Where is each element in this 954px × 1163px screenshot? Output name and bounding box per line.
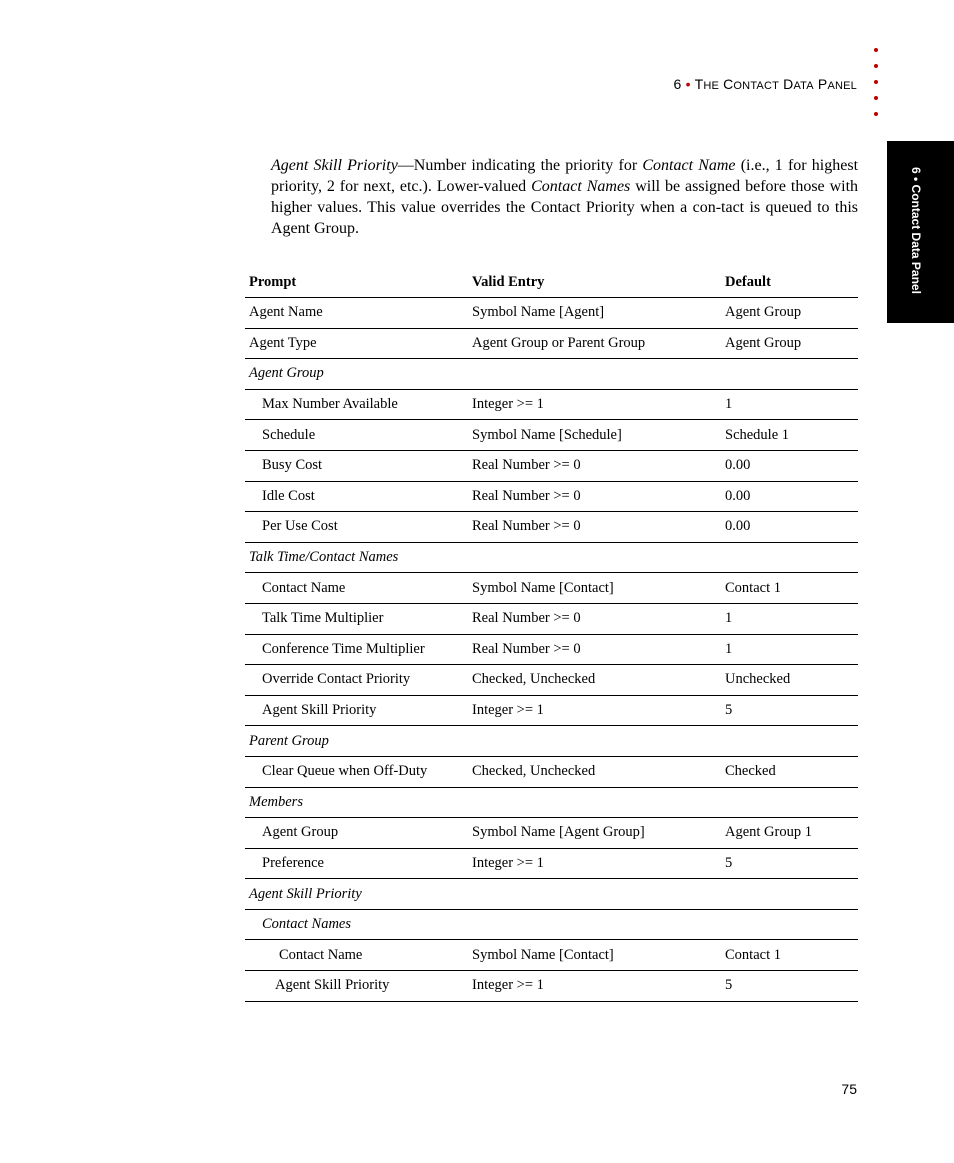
dot-icon [874,112,878,116]
cell-default: 1 [725,634,858,665]
table-row [245,940,858,971]
table-row [245,359,858,390]
column-header-prompt: Prompt [249,274,297,290]
cell-default: Agent Group 1 [725,818,858,849]
cell-prompt: Agent Skill Priority [245,695,472,726]
cell-valid-entry: Symbol Name [Schedule] [472,420,725,451]
header-title: THE CONTACT DATA PANEL [694,76,857,92]
table-row [245,298,858,329]
side-tab-label: 6 • Contact Data Panel [909,167,923,294]
page-number: 75 [841,1081,857,1097]
cell-valid-entry: Symbol Name [Agent Group] [472,818,725,849]
cell-valid-entry: Real Number >= 0 [472,603,725,634]
cell-prompt: Agent Skill Priority [245,879,472,910]
cell-prompt: Idle Cost [245,481,472,512]
cell-valid-entry: Real Number >= 0 [472,450,725,481]
dot-icon [874,80,878,84]
cell-valid-entry: Symbol Name [Contact] [472,573,725,604]
table-row [245,634,858,665]
cell-default [725,359,858,390]
cell-default [725,909,858,940]
cell-valid-entry: Symbol Name [Contact] [472,940,725,971]
cell-prompt: Preference [245,848,472,879]
cell-valid-entry [472,909,725,940]
cell-valid-entry: Integer >= 1 [472,389,725,420]
cell-default: 1 [725,389,858,420]
cell-prompt: Agent Skill Priority [245,971,472,1002]
cell-default: 1 [725,603,858,634]
table-row [245,542,858,573]
cell-default [725,787,858,818]
cell-valid-entry: Symbol Name [Agent] [472,298,725,329]
cell-valid-entry [472,359,725,390]
chapter-number: 6 [673,76,682,92]
cell-prompt: Agent Name [245,298,472,329]
table-row [245,573,858,604]
cell-default: Checked [725,756,858,787]
cell-valid-entry: Real Number >= 0 [472,512,725,543]
cell-prompt: Max Number Available [245,389,472,420]
table-row [245,603,858,634]
table-row [245,756,858,787]
intro-paragraph: Agent Skill Priority—Number indicating the priority for Contact Name (i.e., 1 for highest priority, 2 for next, etc.). Lower-valued Contact Names will be assigned before those with higher values. This value overrides the Contact Priority when a con-tact is queued to this Agent Group. [271,157,859,237]
cell-prompt: Agent Type [245,328,472,359]
cell-default: Schedule 1 [725,420,858,451]
column-header-valid-entry: Valid Entry [472,274,545,290]
cell-default: 5 [725,695,858,726]
cell-prompt: Clear Queue when Off-Duty [245,756,472,787]
table-row [245,389,858,420]
intro-term: Agent Skill Priority [271,157,398,174]
cell-prompt: Agent Group [245,818,472,849]
cell-valid-entry [472,726,725,757]
table-row [245,695,858,726]
cell-default: 0.00 [725,481,858,512]
column-header-default: Default [725,274,771,290]
cell-valid-entry: Real Number >= 0 [472,481,725,512]
cell-default: 5 [725,848,858,879]
cell-default: Contact 1 [725,573,858,604]
cell-valid-entry: Integer >= 1 [472,971,725,1002]
cell-prompt: Schedule [245,420,472,451]
cell-prompt: Agent Group [245,359,472,390]
cell-prompt: Busy Cost [245,450,472,481]
table-row [245,726,858,757]
cell-default: Unchecked [725,665,858,696]
cell-prompt: Talk Time/Contact Names [245,542,472,573]
table-row [245,420,858,451]
cell-default: 0.00 [725,512,858,543]
parameter-table [245,268,858,1002]
cell-valid-entry: Integer >= 1 [472,695,725,726]
chapter-side-tab [887,141,954,323]
dot-icon [874,96,878,100]
cell-prompt: Talk Time Multiplier [245,603,472,634]
cell-prompt: Conference Time Multiplier [245,634,472,665]
table-row [245,848,858,879]
dot-icon [874,48,878,52]
table-row [245,512,858,543]
table-row [245,328,858,359]
table-row [245,665,858,696]
cell-default [725,726,858,757]
table-row [245,909,858,940]
cell-default: 0.00 [725,450,858,481]
table-row [245,971,858,1002]
cell-default: Agent Group [725,328,858,359]
cell-valid-entry: Agent Group or Parent Group [472,328,725,359]
cell-prompt: Contact Name [245,940,472,971]
cell-valid-entry [472,542,725,573]
cell-prompt: Contact Name [245,573,472,604]
table-row [245,818,858,849]
table-row [245,481,858,512]
cell-default: 5 [725,971,858,1002]
table-row [245,450,858,481]
cell-valid-entry: Integer >= 1 [472,848,725,879]
cell-prompt: Parent Group [245,726,472,757]
cell-prompt: Contact Names [245,909,472,940]
cell-valid-entry: Checked, Unchecked [472,665,725,696]
header-bullet: • [685,76,691,92]
cell-valid-entry [472,787,725,818]
cell-default [725,542,858,573]
table-header-row [245,268,858,298]
cell-valid-entry: Real Number >= 0 [472,634,725,665]
cell-valid-entry [472,879,725,910]
running-header [560,76,857,92]
cell-default [725,879,858,910]
table-row [245,787,858,818]
cell-prompt: Members [245,787,472,818]
margin-dots [872,48,882,128]
cell-prompt: Override Contact Priority [245,665,472,696]
dot-icon [874,64,878,68]
table-row [245,879,858,910]
cell-prompt: Per Use Cost [245,512,472,543]
cell-valid-entry: Checked, Unchecked [472,756,725,787]
cell-default: Agent Group [725,298,858,329]
cell-default: Contact 1 [725,940,858,971]
